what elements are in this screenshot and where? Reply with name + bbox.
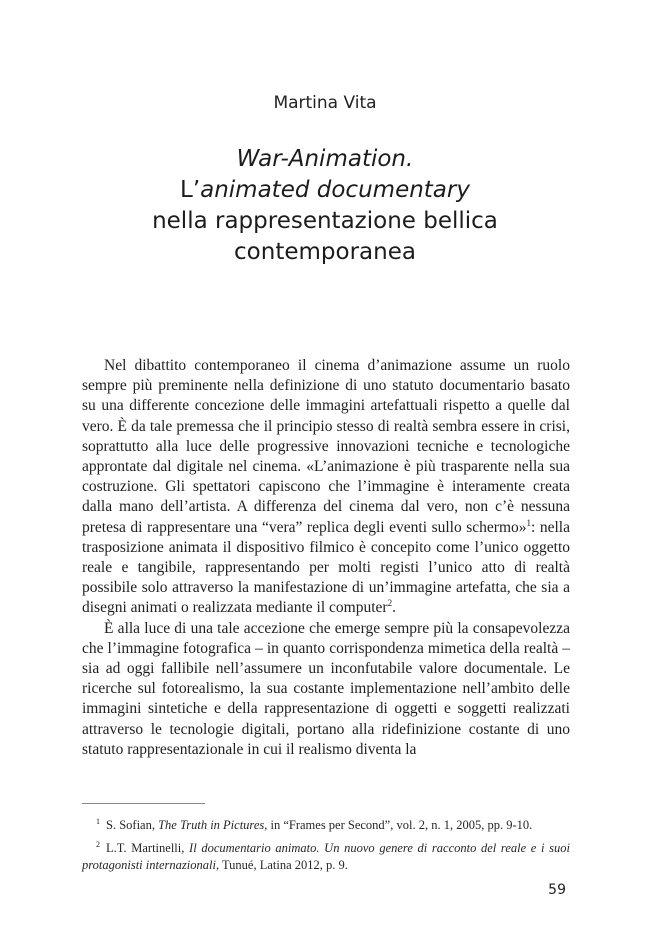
title-line-2 (60, 175, 590, 206)
title-line-1: War-Animation. (236, 146, 414, 172)
article-title (60, 144, 590, 268)
footnote-2-text-b: , Tunué, Latina 2012, p. 9. (215, 858, 348, 872)
paragraph-2: È alla luce di una tale accezione che emerge sempre più la consapevolezza che l’immagine fotografica – in quanto corrispondenza mimetica della realtà – sia ad oggi fallibile nell’assumere un inconfutabile valore documentale. Le ricerche sul fotorealismo, la sua costante implementazione nell’ambito delle immagini sintetiche e della rappresentazione di oggetti e soggetti realizzati attraverso le tecnologie digitali, portano alla ridefinizione costante di uno statuto rappresentazionale in cui il realismo diventa la (82, 619, 570, 758)
footnote-1-text-b: , in “Frames per Second”, vol. 2, n. 1, 2005, pp. 9-10. (264, 818, 533, 832)
footnote-1 (82, 817, 570, 834)
footnote-2-text-a: L.T. Martinelli, (106, 841, 190, 855)
title-line-2-prefix: L’ (180, 177, 201, 203)
footnote-1-text-a: S. Sofian, (106, 818, 159, 832)
author-name: Martina Vita (273, 93, 377, 113)
footnote-1-number: 1 (96, 816, 100, 826)
paragraph-1-part-a: Nel dibattito contemporaneo il cinema d’animazione assume un ruolo sempre più preminente nella definizione di uno statuto documentario basato su una differente concezione delle immagini artefattuali rispetto a quelle dal vero. È da tale premessa che il principio stesso di realtà sembra essere in crisi, soprattutto alla luce delle progressive innovazioni tecniche e tecnologiche approntate dal digitale nel cinema. «L’animazione è più trasparente nella sua costruzione. Gli spettatori capiscono che l’immagine è interamente creata dalla mano dell’artista. A differenza del cinema dal vero, non c’è nessuna pretesa di rappresentare una “vera” replica degli eventi sullo schermo» (82, 357, 570, 536)
footnote-1-italic: The Truth in Pictures (158, 818, 265, 832)
footnote-ref-1: 1 (526, 517, 532, 528)
body-text (82, 356, 570, 760)
footnote-ref-2: 2 (387, 598, 393, 609)
footnote-2-number: 2 (96, 839, 100, 849)
paragraph-1 (82, 356, 570, 619)
title-line-2-italic: animated documentary (200, 177, 470, 203)
title-line-4: contemporanea (234, 239, 416, 265)
page-number: 59 (548, 882, 566, 898)
paragraph-1-part-b: : nella trasposizione animata il dispositivo filmico è concepito come l’unico oggetto reale e tangibile, rappresentando per molti registi l’unico atto di realtà possibile solo attraverso la manifestazione di un’immagine artefatta, che sia a disegni animati o realizzata mediante il computer (82, 518, 570, 617)
title-line-3: nella rappresentazione bellica (152, 208, 498, 234)
footnote-2 (82, 840, 570, 874)
footnote-2-italic: Il documentario animato. Un nuovo genere di racconto del reale e i suoi protagonisti internazionali (82, 841, 570, 872)
paragraph-1-part-c: . (392, 599, 396, 617)
footnote-divider (82, 803, 205, 804)
